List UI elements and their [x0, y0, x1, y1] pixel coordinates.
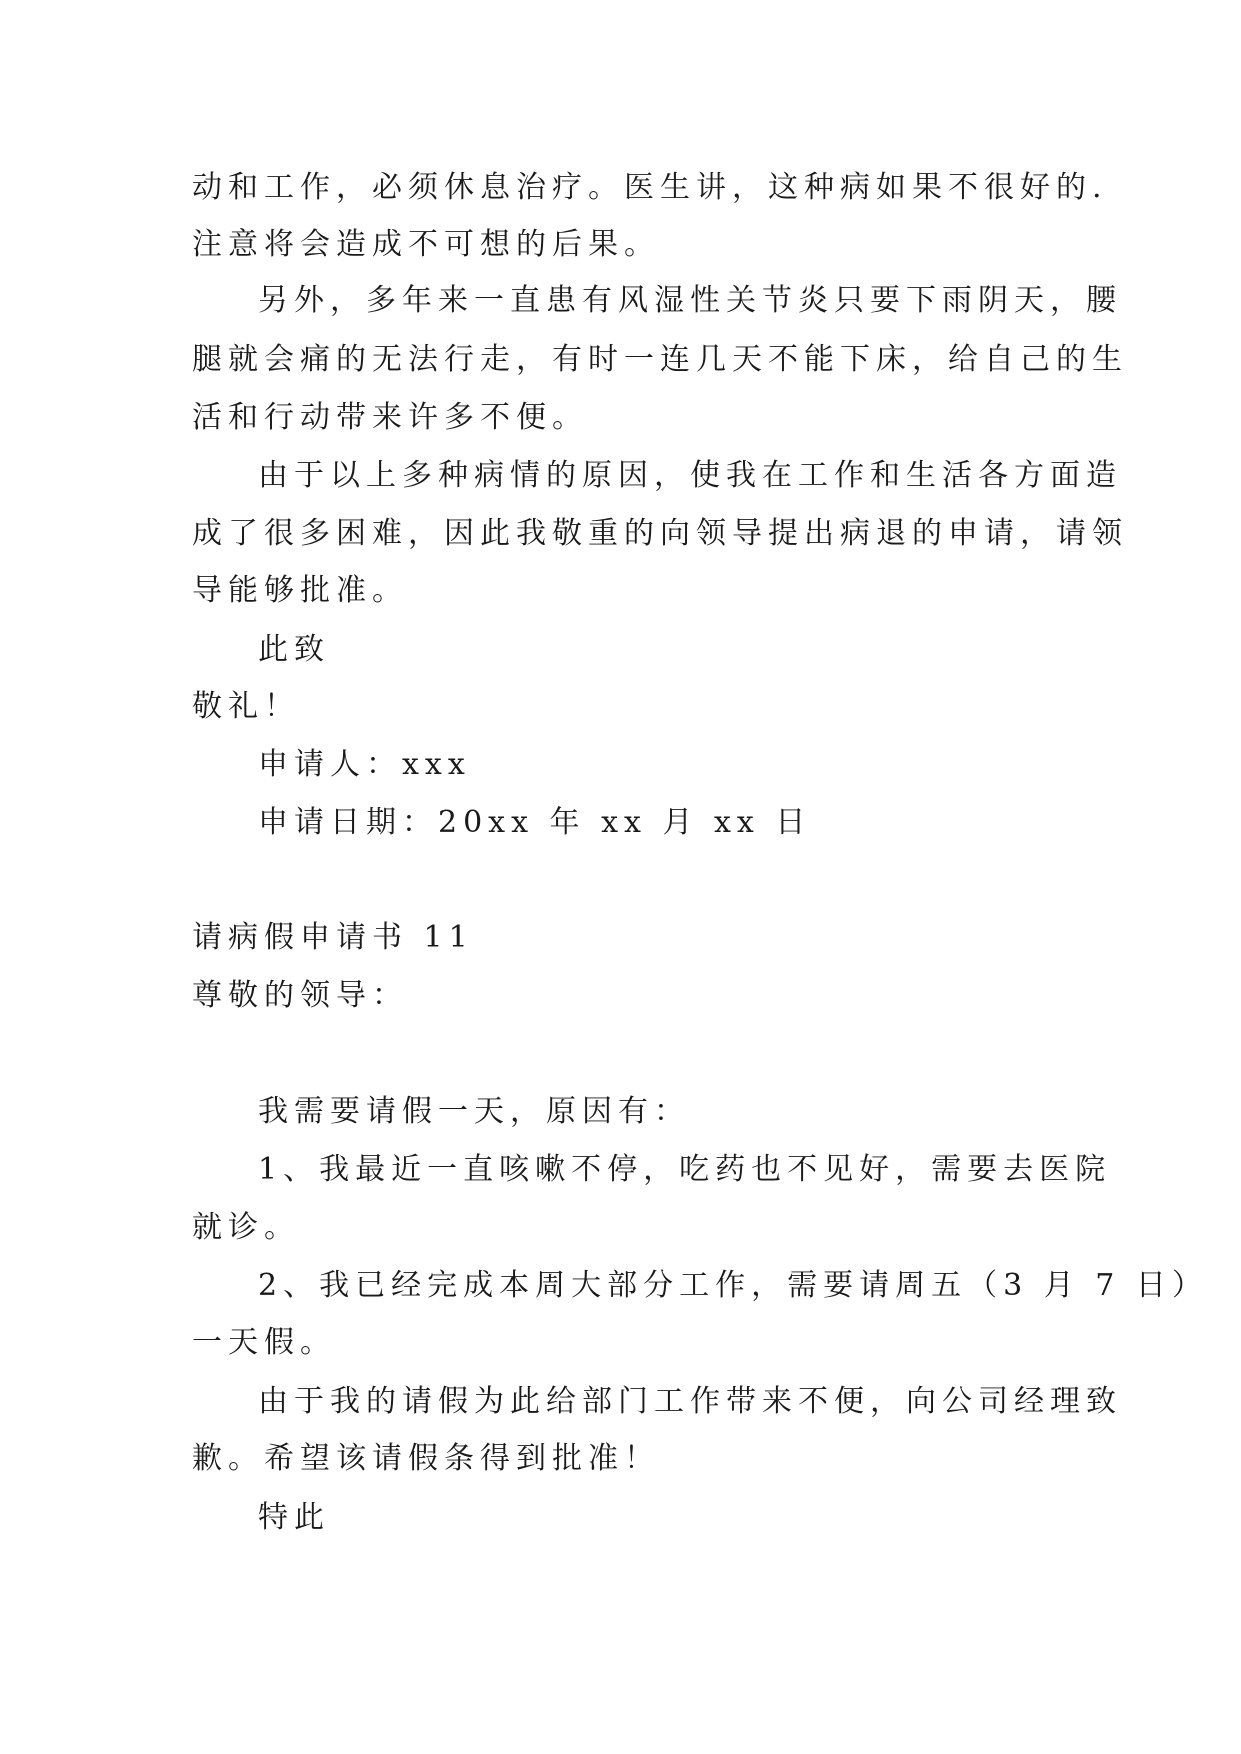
paragraph-line: 注意将会造成不可想的后果。 [192, 227, 660, 262]
paragraph-line: 歉。希望该请假条得到批准！ [192, 1441, 660, 1476]
paragraph-line: 一天假。 [192, 1325, 336, 1360]
paragraph-line: 腿就会痛的无法行走，有时一连几天不能下床，给自己的生 [192, 342, 1128, 377]
closing-salutation: 此致 [258, 632, 330, 667]
paragraph-line: 动和工作，必须休息治疗。医生讲，这种病如果不很好的. [192, 170, 1108, 205]
paragraph-line: 活和行动带来许多不便。 [192, 400, 588, 435]
section-title: 请病假申请书 11 [192, 920, 474, 955]
paragraph-line: 我需要请假一天，原因有： [258, 1094, 690, 1129]
closing-regards: 敬礼！ [192, 689, 300, 724]
paragraph-line: 另外，多年来一直患有风湿性关节炎只要下雨阴天，腰 [258, 283, 1122, 318]
paragraph-line: 导能够批准。 [192, 573, 408, 608]
applicant-line: 申请人：xxx [258, 747, 471, 782]
letter-greeting: 尊敬的领导： [192, 978, 408, 1013]
paragraph-line: 由于以上多种病情的原因，使我在工作和生活各方面造 [258, 458, 1122, 493]
paragraph-line: 就诊。 [192, 1210, 300, 1245]
paragraph-line: 成了很多困难，因此我敬重的向领导提出病退的申请，请领 [192, 516, 1128, 551]
closing-salutation: 特此 [258, 1500, 330, 1535]
paragraph-line: 由于我的请假为此给部门工作带来不便，向公司经理致 [258, 1384, 1122, 1419]
paragraph-line: 1、我最近一直咳嗽不停，吃药也不见好，需要去医院 [258, 1152, 1112, 1187]
paragraph-line: 2、我已经完成本周大部分工作，需要请周五（3 月 7 日） [258, 1268, 1208, 1303]
application-date-line: 申请日期：20xx 年 xx 月 xx 日 [258, 805, 812, 840]
